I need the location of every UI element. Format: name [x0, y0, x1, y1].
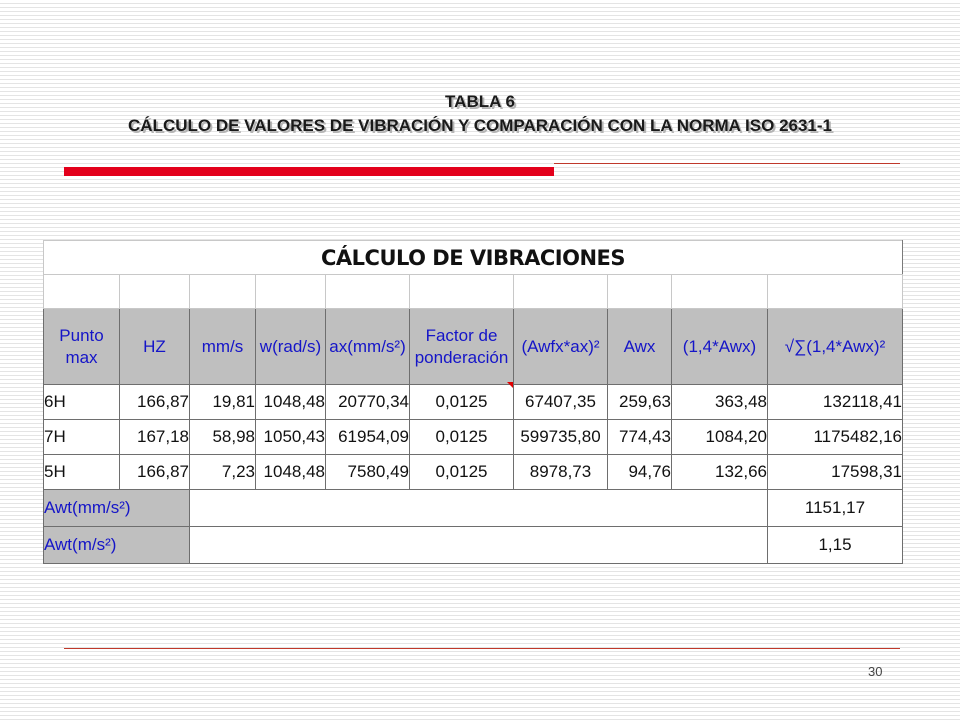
vibration-table — [43, 240, 903, 564]
summary-label: Awt(m/s²) — [44, 527, 190, 564]
summary-label: Awt(mm/s²) — [44, 490, 190, 527]
comment-marker-icon — [507, 382, 513, 388]
table-cell: 1175482,16 — [768, 420, 903, 455]
column-header — [120, 309, 190, 385]
table-cell: 20770,34 — [326, 385, 410, 420]
table-cell: 19,81 — [190, 385, 256, 420]
table-cell: 132,66 — [672, 455, 768, 490]
table-title: CÁLCULO DE VIBRACIONES — [44, 241, 903, 275]
summary-value: 1151,17 — [768, 490, 903, 527]
summary-blank — [190, 490, 768, 527]
table-cell-comment — [514, 385, 608, 420]
table-cell: 363,48 — [672, 385, 768, 420]
table-cell: 1050,43 — [256, 420, 326, 455]
header-text: (1,4*Awx) — [682, 336, 757, 356]
table-cell: 599735,80 — [514, 420, 608, 455]
table-row — [44, 385, 903, 420]
column-header — [768, 309, 903, 385]
table-cell: 61954,09 — [326, 420, 410, 455]
column-header — [672, 309, 768, 385]
table-cell: 1048,48 — [256, 455, 326, 490]
header-text: (Awfx*ax)² — [521, 336, 600, 356]
header-text: √∑(1,4*Awx)² — [784, 336, 886, 356]
table-cell: 8978,73 — [514, 455, 608, 490]
table-cell: 0,0125 — [410, 420, 514, 455]
header-row — [44, 309, 903, 385]
column-header — [256, 309, 326, 385]
table-row — [44, 420, 903, 455]
header-text: ponderación — [414, 347, 509, 367]
table-caption: CÁLCULO DE VALORES DE VIBRACIÓN Y COMPARACIÓN CON LA NORMA ISO 2631-1 — [128, 116, 832, 135]
column-header — [326, 309, 410, 385]
table-cell: 7H — [44, 420, 120, 455]
table-cell: 774,43 — [608, 420, 672, 455]
table-number-title: TABLA 6 — [445, 92, 515, 111]
spacer-row — [44, 275, 903, 309]
page-number: 30 — [868, 664, 883, 679]
table-cell: 5H — [44, 455, 120, 490]
header-text: max — [65, 347, 98, 367]
summary-blank — [190, 527, 768, 564]
table-cell: 17598,31 — [768, 455, 903, 490]
table-cell: 7580,49 — [326, 455, 410, 490]
table-cell: 94,76 — [608, 455, 672, 490]
table-cell: 166,87 — [120, 455, 190, 490]
header-text: Factor de — [425, 325, 498, 345]
accent-bar — [64, 167, 554, 176]
table-cell: 132118,41 — [768, 385, 903, 420]
table-cell: 0,0125 — [410, 455, 514, 490]
header-text: ax(mm/s²) — [329, 336, 406, 356]
table-cell: 6H — [44, 385, 120, 420]
table-cell: 1084,20 — [672, 420, 768, 455]
table-cell: 58,98 — [190, 420, 256, 455]
header-text: HZ — [143, 336, 166, 356]
column-header — [410, 309, 514, 385]
footer-rule — [64, 648, 900, 649]
header-text: Awx — [623, 336, 656, 356]
column-header — [514, 309, 608, 385]
table-cell: 7,23 — [190, 455, 256, 490]
table-cell: 166,87 — [120, 385, 190, 420]
header-text: mm/s — [201, 336, 244, 356]
table-row — [44, 455, 903, 490]
table-cell: 167,18 — [120, 420, 190, 455]
table-cell: 259,63 — [608, 385, 672, 420]
column-header — [608, 309, 672, 385]
header-text: w(rad/s) — [259, 336, 322, 356]
header-text: Punto — [59, 325, 104, 345]
column-header — [190, 309, 256, 385]
column-header — [44, 309, 120, 385]
table-cell: 0,0125 — [410, 385, 514, 420]
table-cell: 1048,48 — [256, 385, 326, 420]
title-rule — [554, 163, 900, 164]
cell-text: 67407,35 — [525, 392, 596, 411]
summary-row — [44, 527, 903, 564]
summary-value: 1,15 — [768, 527, 903, 564]
summary-row — [44, 490, 903, 527]
